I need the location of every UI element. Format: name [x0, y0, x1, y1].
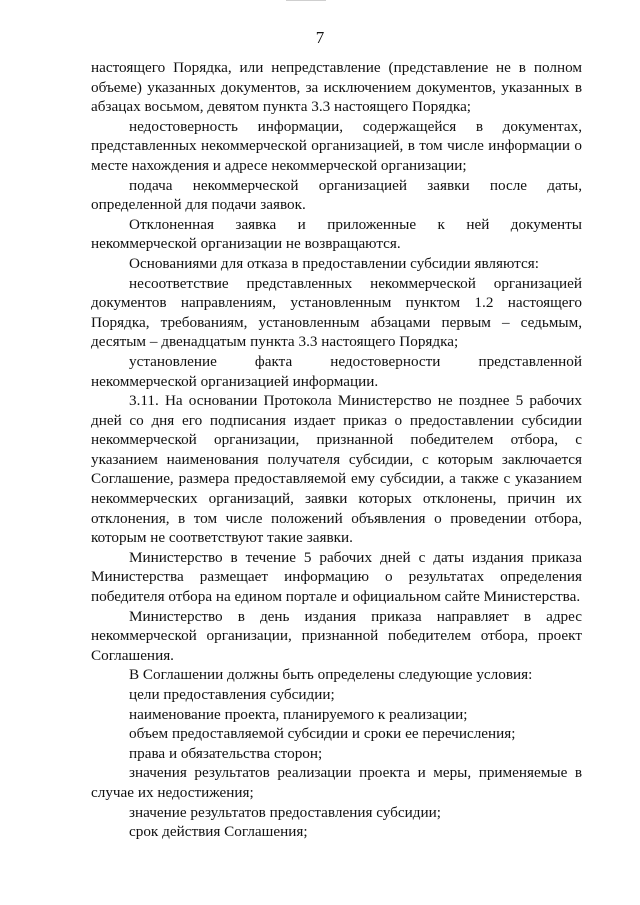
- paragraph-publication: Министерство в течение 5 рабочих дней с даты издания приказа Министерства размещает информацию о результатах определения победителя отбора на едином портале и официальном сайте Министерства.: [91, 548, 582, 606]
- paragraph-late-submission: подача некоммерческой организацией заявки после даты, определенной для подачи заявок.: [91, 176, 582, 214]
- list-item-subsidy-volume: объем предоставляемой субсидии и сроки ее перечисления;: [129, 725, 516, 743]
- paragraph-refusal-grounds: Основаниями для отказа в предоставлении субсидии являются:: [129, 254, 539, 272]
- paragraph-continuation: настоящего Порядка, или непредставление (представление не в полном объеме) указанных документов, за исключением документов, указанных в абзацах восьмом, девятом пункта 3.3 настоящего Порядка;: [91, 59, 582, 116]
- scan-edge-mark: [286, 0, 326, 1]
- list-item-goals: цели предоставления субсидии;: [129, 686, 335, 703]
- list-item-results-measures: значения результатов реализации проекта и меры, применяемые в случае их недостижения;: [91, 764, 582, 801]
- list-item-term: срок действия Соглашения;: [129, 823, 308, 841]
- paragraph-rejected-application: Отклоненная заявка и приложенные к ней документы некоммерческой организации не возвращаются.: [91, 215, 582, 253]
- list-item-rights: права и обязательства сторон;: [129, 744, 323, 762]
- paragraph-unreliability: установление факта недостоверности представленной некоммерческой организацией информации.: [91, 352, 582, 390]
- paragraph-inaccurate-info: недостоверность информации, содержащейся в документах, представленных некоммерческой организацией, в том числе информации о месте нахождения и адресе некоммерческой организации;: [91, 117, 582, 174]
- paragraph-draft-agreement: Министерство в день издания приказа направляет в адрес некоммерческой организации, признанной победителем отбора, проект Соглашения.: [91, 607, 582, 664]
- paragraph-nonconformity: несоответствие представленных некоммерческой организацией документов направлениям, установленным пунктом 1.2 настоящего Порядка, требованиям, установленным абзацами первым – седьмым, десятым – двенадцатым пункта 3.3 настоящего Порядка;: [91, 274, 582, 351]
- document-body: [91, 58, 582, 842]
- list-item-result-values: значение результатов предоставления субсидии;: [129, 803, 441, 821]
- paragraph-agreement-conditions: В Соглашении должны быть определены следующие условия:: [129, 666, 533, 684]
- page-number: 7: [315, 28, 325, 47]
- list-item-project-name: наименование проекта, планируемого к реализации;: [129, 705, 468, 723]
- paragraph-clause-3-11: 3.11. На основании Протокола Министерство не позднее 5 рабочих дней со дня его подписания издает приказ о предоставлении субсидии некоммерческой организации, признанной победителем отбора, с указанием наименования получателя субсидии, с которым заключается Соглашение, размера предоставляемой ему субсидии, а также с указанием некоммерческих организаций, заявки которых отклонены, причин их отклонения, в том числе положений объявления о проведении отбора, которым не соответствуют такие заявки.: [91, 392, 582, 547]
